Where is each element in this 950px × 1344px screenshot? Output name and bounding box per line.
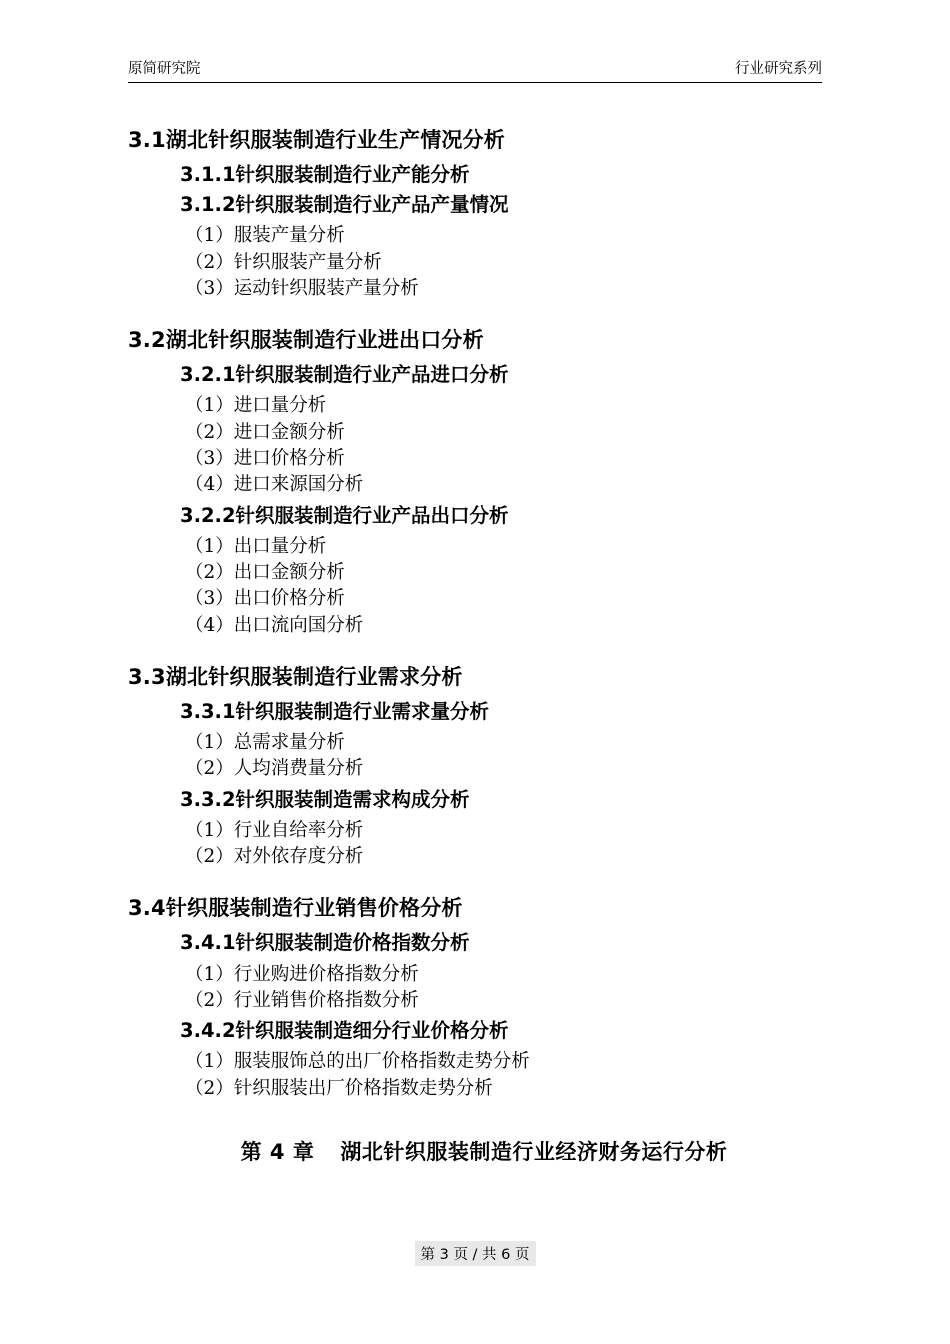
list-item: （2）进口金额分析 [185, 421, 345, 443]
section-heading [128, 661, 840, 691]
list-item: （2）对外依存度分析 [185, 846, 364, 868]
subsection-title: 针织服装制造行业产品产量情况 [235, 193, 509, 217]
section-title: 湖北针织服装制造行业需求分析 [165, 664, 463, 689]
subsection-title: 针织服装制造行业需求量分析 [235, 699, 490, 723]
header-row [128, 62, 822, 82]
subsection-number: 3.4.1 [180, 931, 236, 955]
list-item: （3）出口价格分析 [185, 588, 345, 610]
subsection-group [128, 697, 840, 871]
section-block [128, 661, 840, 691]
item-list [128, 534, 840, 639]
subsection-title: 针织服装制造行业产能分析 [235, 163, 470, 186]
section-number: 3.3 [128, 664, 166, 689]
list-item: （2）针织服装产量分析 [185, 251, 382, 273]
section-heading [128, 324, 840, 354]
list-item: （2）人均消费量分析 [185, 758, 364, 780]
chapter-label: 第 4 章 [240, 1139, 315, 1164]
subsection-heading [128, 785, 840, 815]
section-number: 3.2 [128, 328, 166, 353]
list-item: （4）进口来源国分析 [185, 474, 364, 496]
section-number: 3.1 [128, 128, 166, 152]
chapter-title: 湖北针织服装制造行业经济财务运行分析 [340, 1139, 728, 1164]
subsection-group [128, 160, 840, 302]
subsection-title: 针织服装制造行业产品出口分析 [235, 503, 509, 527]
list-item: （1）行业购进价格指数分析 [185, 963, 419, 985]
subsection-number: 3.1.1 [180, 163, 236, 186]
section-block [128, 324, 840, 354]
section-heading [128, 124, 840, 154]
subsection-number: 3.3.2 [180, 787, 236, 811]
list-item: （1）服装服饰总的出厂价格指数走势分析 [185, 1051, 530, 1073]
section-title: 针织服装制造行业销售价格分析 [165, 896, 463, 921]
subsection-heading [128, 501, 840, 531]
list-item: （2）针织服装出厂价格指数走势分析 [185, 1077, 493, 1099]
subsection-title: 针织服装制造细分行业价格分析 [235, 1019, 509, 1043]
section-title: 湖北针织服装制造行业生产情况分析 [165, 128, 506, 152]
subsection-heading [128, 160, 840, 190]
page-footer [0, 1241, 950, 1266]
subsection-heading [128, 928, 840, 958]
subsection-group [128, 928, 840, 1102]
document-body [0, 118, 950, 1166]
subsection-number: 3.4.2 [180, 1019, 236, 1043]
list-item: （4）出口流向国分析 [185, 614, 364, 636]
list-item: （3）进口价格分析 [185, 447, 345, 469]
list-item: （2）出口金额分析 [185, 562, 345, 583]
list-item: （2）行业销售价格指数分析 [185, 989, 419, 1011]
subsection-number: 3.3.1 [180, 699, 236, 723]
list-item: （1）出口量分析 [185, 535, 327, 557]
section-title: 湖北针织服装制造行业进出口分析 [165, 328, 484, 353]
body-inner [128, 124, 840, 1166]
item-list [128, 818, 840, 871]
subsection-heading [128, 697, 840, 727]
section-heading [128, 892, 840, 922]
item-list [128, 962, 840, 1015]
list-item: （1）服装产量分析 [185, 225, 345, 247]
subsection-title: 针织服装制造行业产品进口分析 [235, 363, 509, 387]
subsection-group [128, 360, 840, 639]
section-block [128, 124, 840, 154]
section-number: 3.4 [128, 896, 166, 921]
item-list [128, 223, 840, 302]
subsection-heading [128, 360, 840, 390]
subsection-number: 3.1.2 [180, 193, 236, 217]
header-right-text: 行业研究系列 [735, 61, 822, 77]
header-divider [128, 82, 822, 83]
subsection-number: 3.2.2 [180, 503, 236, 527]
chapter-heading [128, 1136, 840, 1166]
subsection-title: 针织服装制造需求构成分析 [235, 787, 470, 811]
subsection-title: 针织服装制造价格指数分析 [235, 931, 470, 955]
page-number: 第 3 页 / 共 6 页 [415, 1241, 536, 1266]
list-item: （1）总需求量分析 [185, 732, 345, 754]
list-item: （1）进口量分析 [185, 395, 327, 417]
item-list [128, 1049, 840, 1102]
subsection-number: 3.2.1 [180, 363, 236, 387]
list-item: （3）运动针织服装产量分析 [185, 277, 419, 299]
item-list [128, 393, 840, 498]
subsection-heading [128, 1016, 840, 1046]
section-block [128, 892, 840, 922]
header-left-text: 原简研究院 [128, 61, 201, 77]
page-header [128, 62, 822, 90]
list-item: （1）行业自给率分析 [185, 819, 364, 841]
item-list [128, 730, 840, 783]
subsection-heading [128, 190, 840, 220]
